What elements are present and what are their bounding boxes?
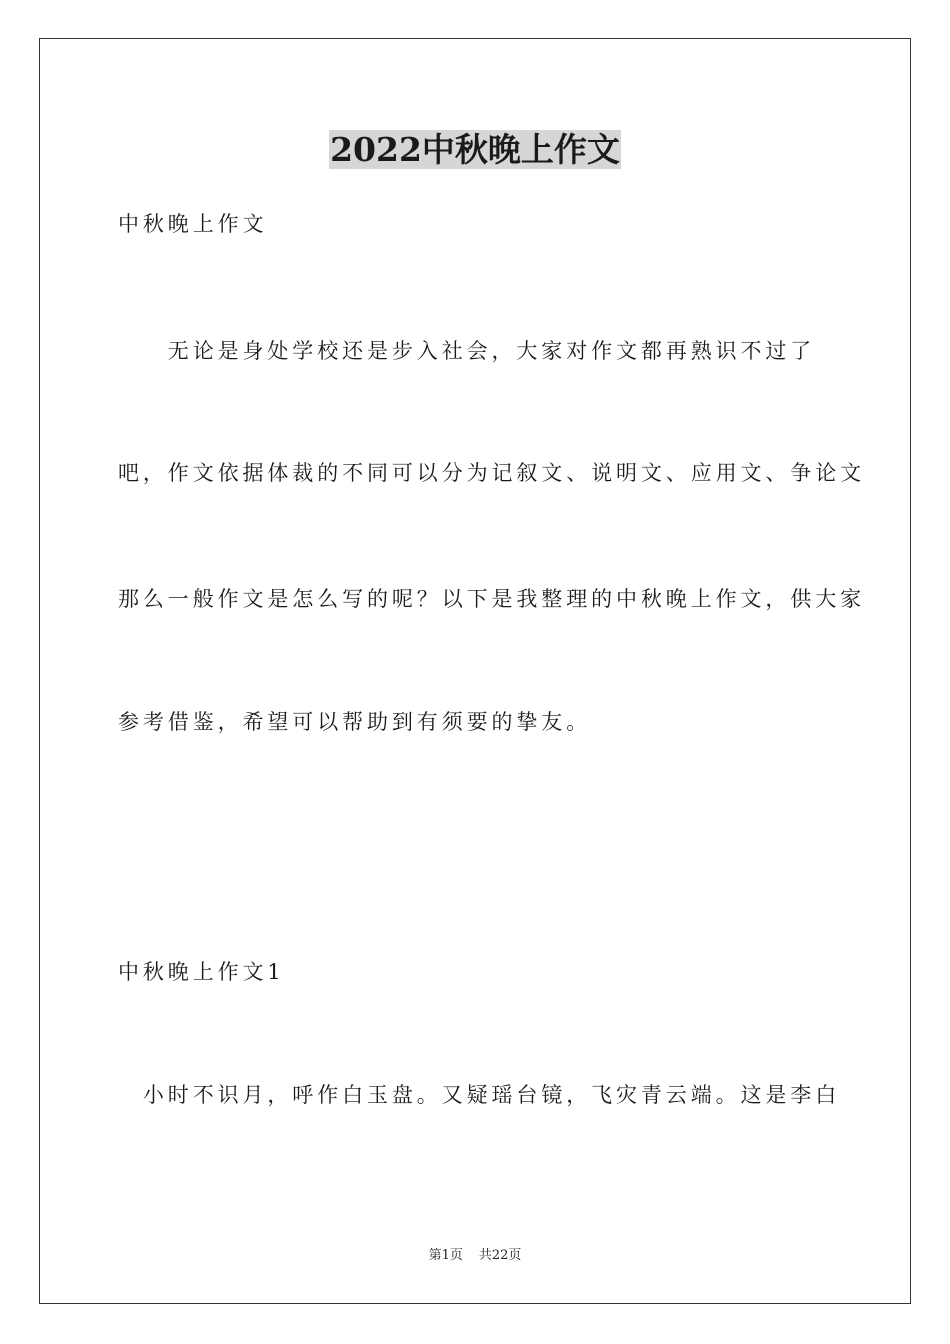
- intro-line-2: 吧，作文依据体裁的不同可以分为记叙文、说明文、应用文、争论文: [118, 461, 865, 485]
- intro-line-4: 参考借鉴，希望可以帮助到有须要的挚友。: [118, 710, 592, 734]
- intro-line-3: 那么一般作文是怎么写的呢？以下是我整理的中秋晚上作文，供大家: [118, 587, 865, 611]
- intro-line-1: 无论是身处学校还是步入社会，大家对作文都再熟识不过了: [118, 339, 816, 363]
- page-total: 共22页: [478, 1248, 522, 1263]
- section-heading: 中秋晚上作文1: [118, 960, 285, 984]
- document-title-text: 2022中秋晚上作文: [330, 130, 620, 169]
- section-line-1: 小时不识月，呼作白玉盘。又疑瑶台镜，飞灾青云端。这是李白: [118, 1083, 841, 1107]
- document-title: [0, 128, 950, 172]
- page-footer: [0, 1247, 950, 1265]
- page-number: 第1页: [428, 1248, 463, 1263]
- document-subtitle: 中秋晚上作文: [118, 212, 268, 236]
